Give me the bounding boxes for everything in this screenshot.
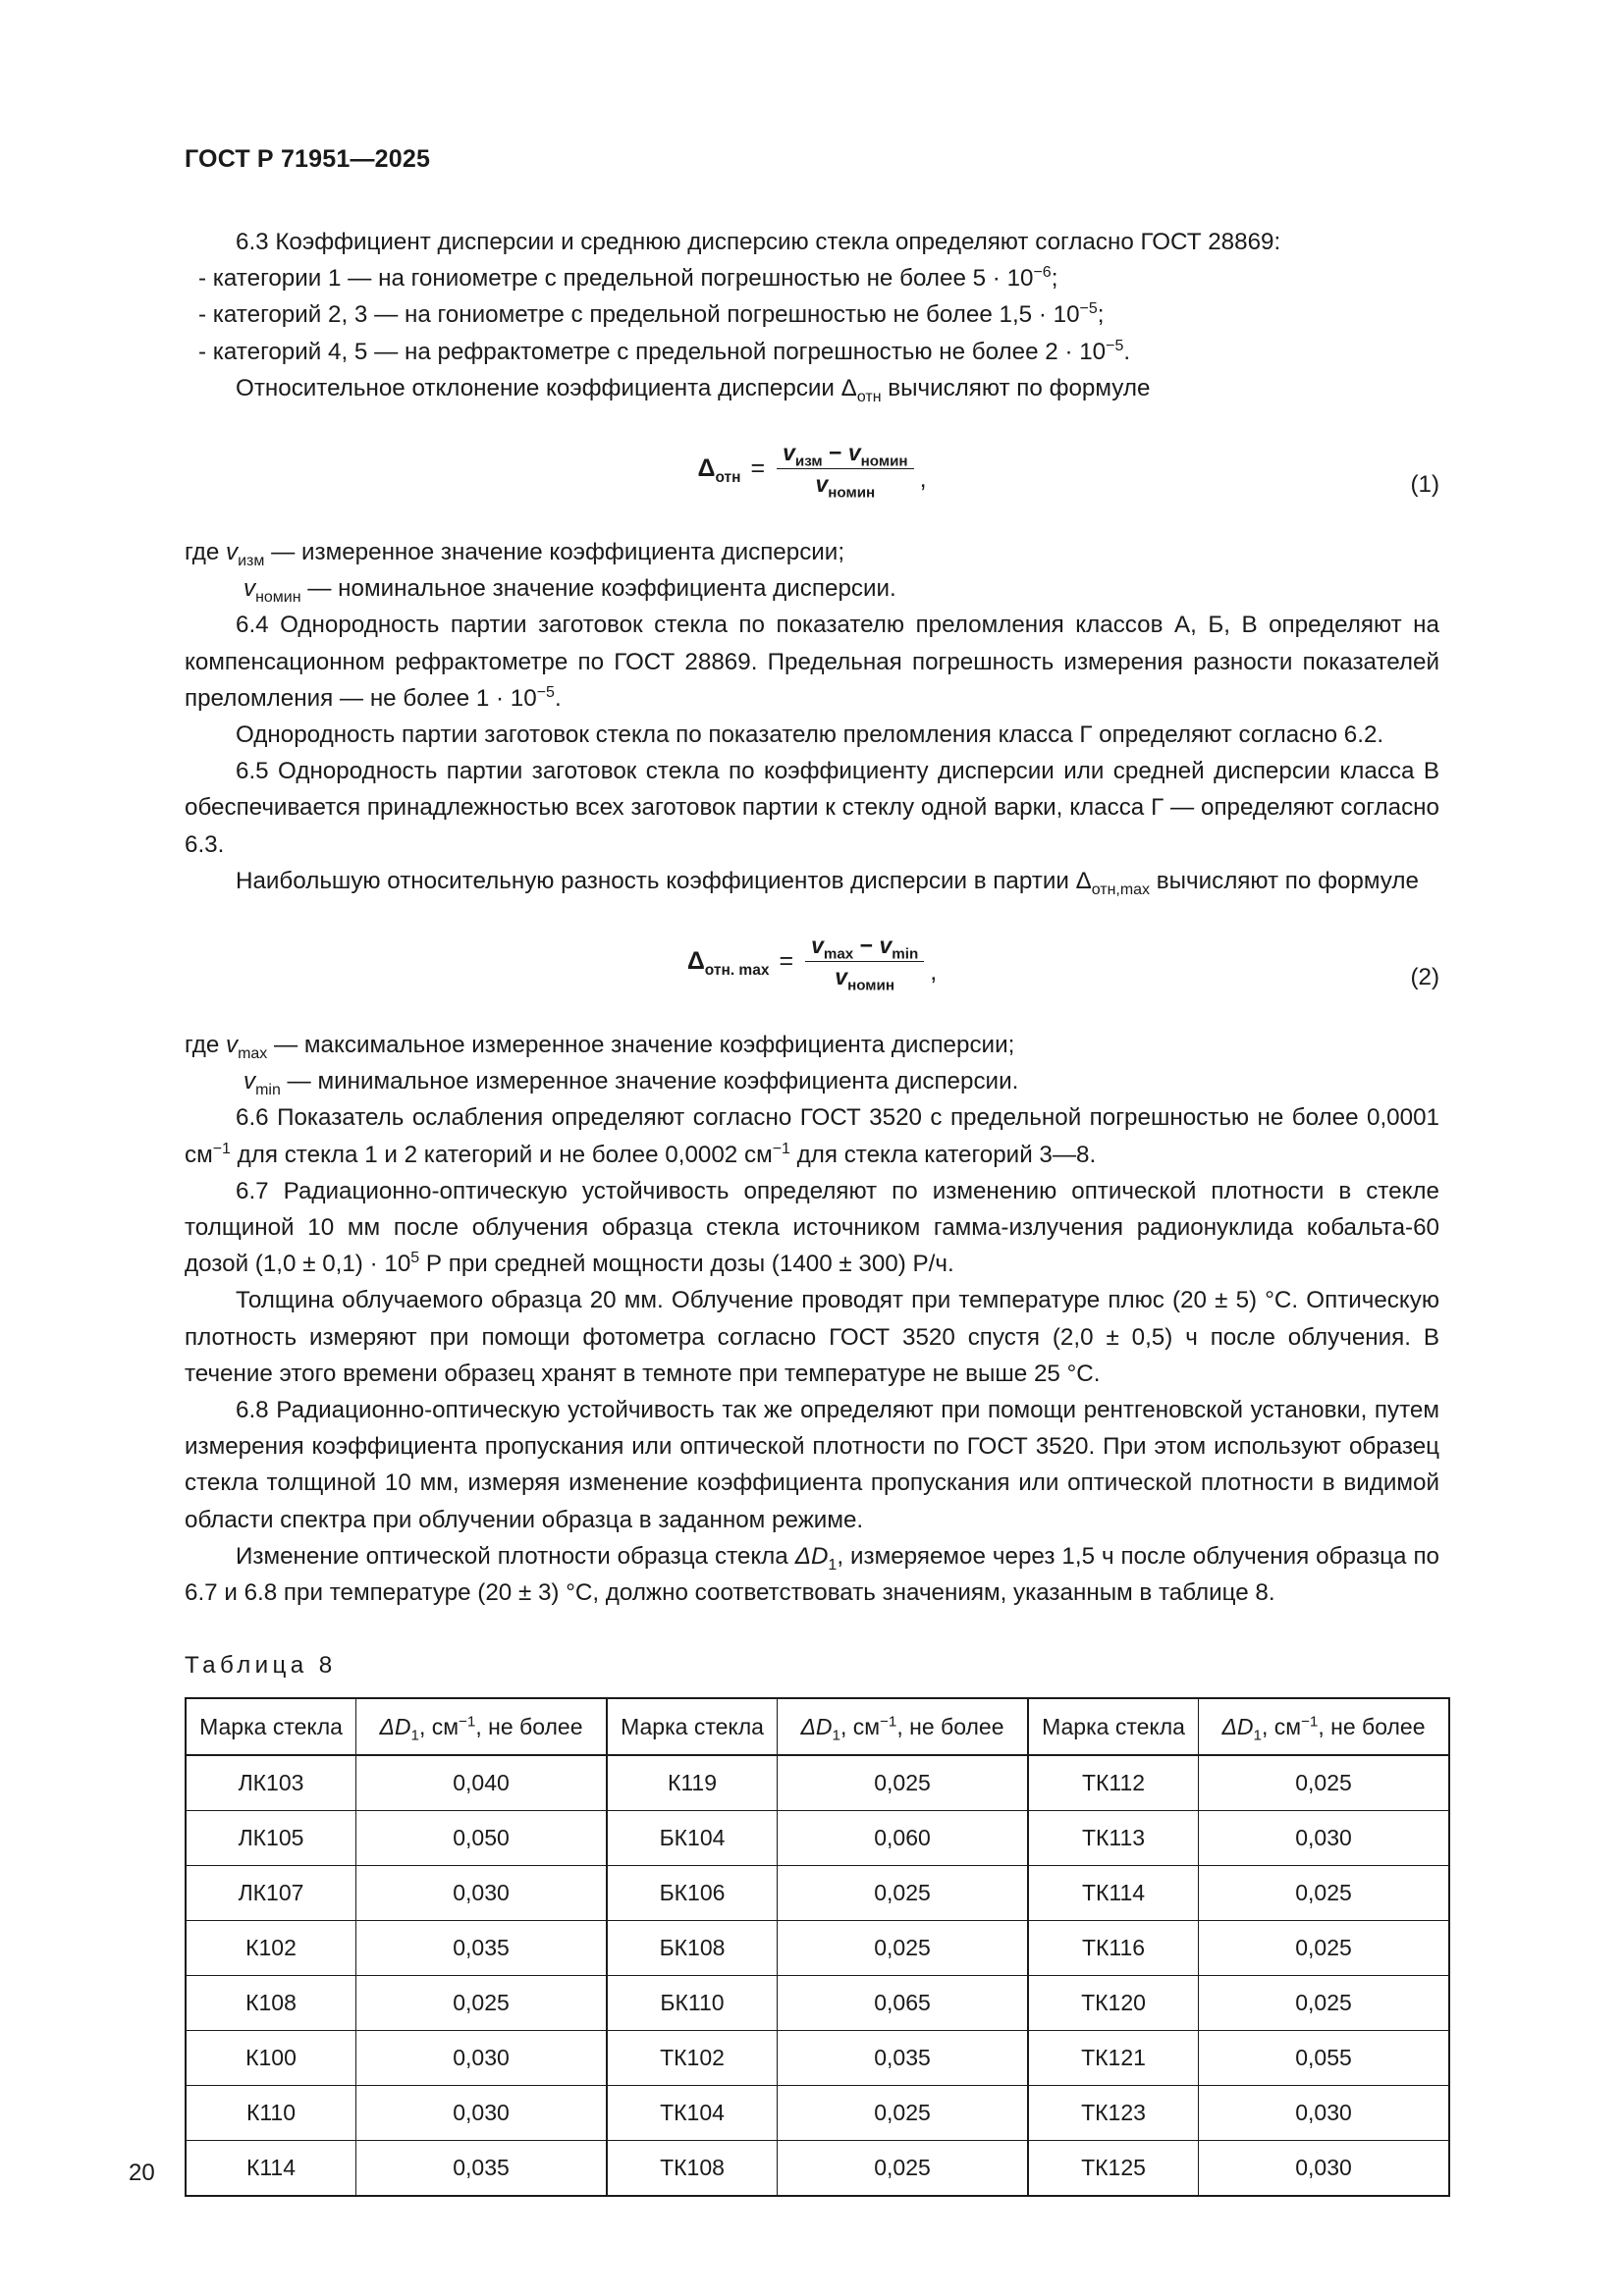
hdr3-dd: ΔD [1221, 1713, 1254, 1739]
cell-glass-mark: ТК102 [607, 2031, 778, 2086]
formula-1-denominator [809, 469, 881, 502]
bullet-3-text: - категорий 4, 5 — на рефрактометре с предельной погрешностью не более 2 · 10 [198, 338, 1107, 365]
bullet-1-exponent: −6 [1033, 264, 1052, 282]
f2-den-sub: номин [847, 977, 895, 994]
cell-delta-d-value: 0,025 [778, 1921, 1029, 1976]
formula-1-numerator [777, 440, 913, 469]
bullet-3-exponent: −5 [1106, 337, 1124, 354]
delta-max-symbol: Δ [1075, 867, 1092, 894]
hdr2-post: , не более [896, 1713, 1004, 1739]
bullet-2-text: - категорий 2, 3 — на гониометре с предельной погрешностью не более 1,5 · 10 [198, 301, 1080, 329]
formula-1-lhs-sub: отн [715, 468, 741, 486]
cell-glass-mark: ТК123 [1028, 2086, 1199, 2141]
f1-num-v1: v [783, 439, 795, 465]
cell-glass-mark: БК104 [607, 1811, 778, 1866]
delta-d-symbol: ΔD [794, 1542, 829, 1570]
cell-delta-d-value: 0,025 [1199, 1866, 1450, 1921]
table-row [186, 1976, 1449, 2031]
cell-glass-mark: К114 [186, 2141, 356, 2197]
hdr3-post: , не более [1318, 1713, 1426, 1739]
formula-1-lhs [697, 454, 741, 486]
hdr1-dd: ΔD [379, 1713, 411, 1739]
where-line-v-max [185, 1027, 1439, 1063]
pchange-text-pre: Изменение оптической плотности образца стекла [236, 1542, 795, 1570]
where-line-v-min [185, 1063, 1439, 1099]
hdr3-mid: , см [1261, 1713, 1302, 1739]
f1-den-v: v [815, 470, 829, 497]
hdr2-sub: 1 [832, 1727, 840, 1744]
where1-text: — измеренное значение коэффициента дисперсии; [264, 539, 845, 566]
where1-label: где [185, 539, 227, 566]
hdr1-post: , не более [475, 1713, 583, 1739]
cell-glass-mark: ТК121 [1028, 2031, 1199, 2086]
table-head [186, 1698, 1449, 1755]
cell-delta-d-value: 0,060 [778, 1811, 1029, 1866]
col-header-mark-1: Марка стекла [186, 1698, 356, 1755]
p67-exponent: 5 [410, 1250, 420, 1267]
delta-subscript: отн [856, 388, 882, 405]
cell-glass-mark: ЛК103 [186, 1755, 356, 1811]
page-number: 20 [129, 2160, 155, 2186]
cell-glass-mark: ЛК107 [186, 1866, 356, 1921]
col-header-value-3 [1199, 1698, 1450, 1755]
p67-text-b: Р при средней мощности дозы (1400 ± 300) Р/ч. [419, 1251, 954, 1278]
cell-delta-d-value: 0,025 [778, 1755, 1029, 1811]
cell-glass-mark: ТК112 [1028, 1755, 1199, 1811]
formula-2-lhs [686, 946, 770, 979]
hdr2-dd: ΔD [800, 1713, 833, 1739]
delta-d-subscript: 1 [828, 1556, 838, 1574]
col-header-mark-2: Марка стекла [607, 1698, 778, 1755]
cell-glass-mark: К108 [186, 1976, 356, 2031]
f2-num-sub1: max [823, 945, 854, 963]
col-header-mark-3: Марка стекла [1028, 1698, 1199, 1755]
cell-glass-mark: БК108 [607, 1921, 778, 1976]
f1-num-minus: − [829, 439, 842, 465]
where1b-text: — номинальное значение коэффициента дисперсии. [300, 575, 896, 603]
where-block-2 [185, 1027, 1439, 1099]
formula-2-lhs-sub: отн. max [704, 961, 770, 979]
p66-exponent-1: −1 [212, 1140, 231, 1157]
paragraph-6-7 [185, 1173, 1439, 1283]
hdr3-sup: −1 [1301, 1713, 1319, 1731]
bullet-1-tail: ; [1051, 265, 1058, 293]
where2-text: — максимальное измеренное значение коэффициента дисперсии; [267, 1032, 1015, 1059]
p64-text-pre: 6.4 Однородность партии заготовок стекла по показателю преломления классов А, Б, В определяют на компенсационном рефрактометре по ГОСТ 28869. Предельная погрешность измерения разности показателей преломления — не более 1 · 10 [185, 612, 1439, 712]
cell-delta-d-value: 0,065 [778, 1976, 1029, 2031]
where2b-var: v [244, 1068, 256, 1095]
cell-delta-d-value: 0,035 [778, 2031, 1029, 2086]
cell-delta-d-value: 0,035 [356, 2141, 608, 2197]
table-row [186, 1866, 1449, 1921]
cell-delta-d-value: 0,035 [356, 1921, 608, 1976]
f1-num-sub2: номин [860, 453, 908, 470]
table-row [186, 1755, 1449, 1811]
where1b-var: v [244, 575, 256, 603]
cell-delta-d-value: 0,050 [356, 1811, 608, 1866]
table-row [186, 2141, 1449, 2197]
where1b-sub: номин [255, 589, 301, 607]
delta-symbol: Δ [840, 374, 857, 401]
formula-2-numerator [805, 933, 924, 962]
bullet-3-tail: . [1123, 338, 1131, 365]
cell-glass-mark: К110 [186, 2086, 356, 2141]
hdr1-mid: , см [418, 1713, 460, 1739]
paragraph-6-8: 6.8 Радиационно-оптическую устойчивость так же определяют при помощи рентгеновской установки, путем измерения коэффициента пропускания или оптической плотности по ГОСТ 3520. При этом используют образец стекла толщиной 10 мм, измеряя изменение коэффициента пропускания или оптической плотности в видимой области спектра при облучении образца в заданном режиме. [185, 1397, 1439, 1533]
cell-glass-mark: К102 [186, 1921, 356, 1976]
list-item-category-1 [185, 260, 1439, 296]
f2-num-v2: v [879, 932, 893, 958]
pmax-text-post: вычисляют по формуле [1150, 867, 1419, 894]
f2-num-v1: v [811, 932, 824, 958]
f2-num-sub2: min [892, 945, 919, 963]
paragraph-6-3: 6.3 Коэффициент дисперсии и среднюю дисперсию стекла определяют согласно ГОСТ 28869: [236, 229, 1281, 255]
hdr1-sub: 1 [410, 1727, 419, 1744]
cell-glass-mark: К119 [607, 1755, 778, 1811]
formula-2-equals: = [779, 946, 794, 975]
cell-delta-d-value: 0,025 [778, 2086, 1029, 2141]
where-block-1 [185, 534, 1439, 607]
formula-1-lhs-delta: Δ [697, 454, 716, 482]
p66-text-a: 6.6 Показатель ослабления определяют согласно ГОСТ 3520 с предельной погрешностью не более 0,0001 см [185, 1104, 1439, 1168]
pmax-text-pre: Наибольшую относительную разность коэффициентов дисперсии в партии [236, 867, 1076, 894]
paragraph-sample-thickness: Толщина облучаемого образца 20 мм. Облучение проводят при температуре плюс (20 ± 5) °C. Оптическую плотность измеряют при помощи фотометра согласно ГОСТ 3520 спустя (2,0 ± 0,5) ч после облучения. В течение этого времени образец хранят в темноте при температуре не выше 25 °C. [185, 1287, 1439, 1387]
cell-glass-mark: К100 [186, 2031, 356, 2086]
hdr3-sub: 1 [1253, 1727, 1262, 1744]
where2b-text: — минимальное измеренное значение коэффициента дисперсии. [280, 1068, 1019, 1095]
col-header-value-1 [356, 1698, 608, 1755]
pchange-text-post: , измеряемое через 1,5 ч после облучения образца по 6.7 и 6.8 при температуре (20 ± 3) °C, должно соответствовать значениям, указанным в таблице 8. [185, 1542, 1440, 1607]
page-header: ГОСТ Р 71951—2025 [185, 145, 431, 173]
where2-var: v [226, 1032, 239, 1059]
cell-glass-mark: ТК125 [1028, 2141, 1199, 2197]
cell-glass-mark: ТК108 [607, 2141, 778, 2197]
table-body [186, 1755, 1449, 2196]
cell-delta-d-value: 0,025 [1199, 1755, 1450, 1811]
paragraph-homogeneity-class-g: Однородность партии заготовок стекла по показателю преломления класса Г определяют согласно 6.2. [236, 721, 1384, 749]
formula-2-comma: , [930, 957, 938, 986]
p66-exponent-2: −1 [772, 1140, 790, 1157]
cell-glass-mark: ТК120 [1028, 1976, 1199, 2031]
table-header-row [186, 1698, 1449, 1755]
formula-1 [185, 432, 1439, 505]
bullet-1-text: - категории 1 — на гониометре с предельной погрешностью не более 5 · 10 [198, 265, 1034, 293]
cell-delta-d-value: 0,040 [356, 1755, 608, 1811]
cell-glass-mark: ТК104 [607, 2086, 778, 2141]
list-item-category-2-3 [185, 296, 1439, 333]
formula-1-fraction [777, 439, 913, 502]
paragraph-6-6 [185, 1099, 1439, 1172]
where-line-v-nomin [185, 570, 1439, 607]
f2-num-minus: − [859, 932, 874, 958]
f1-num-sub1: изм [794, 453, 823, 470]
cell-glass-mark: БК106 [607, 1866, 778, 1921]
formula-2-expression [686, 932, 938, 994]
p67-text-a: 6.7 Радиационно-оптическую устойчивость определяют по изменению оптической плотности в стекле толщиной 10 мм после облучения образца стекла источником гамма-излучения радионуклида кобальта-60 дозой (1,0 ± 0,1) · 10 [185, 1177, 1439, 1278]
formula-2-number: (2) [1410, 964, 1439, 991]
p66-text-c: для стекла категорий 3—8. [789, 1141, 1097, 1168]
formula-1-number: (1) [1410, 471, 1439, 499]
formula-1-equals: = [750, 454, 766, 482]
where-line-v-izm [185, 534, 1439, 570]
paragraph-6-4 [185, 607, 1439, 717]
cell-delta-d-value: 0,025 [1199, 1921, 1450, 1976]
p64-text-post: . [554, 684, 562, 712]
p66-text-b: для стекла 1 и 2 категорий и не более 0,0002 см [230, 1141, 773, 1168]
where2b-sub: min [255, 1082, 281, 1099]
cell-delta-d-value: 0,025 [1199, 1976, 1450, 2031]
cell-delta-d-value: 0,030 [1199, 1811, 1450, 1866]
cell-delta-d-value: 0,030 [356, 2086, 608, 2141]
delta-max-subscript: отн,max [1091, 881, 1151, 898]
paragraph-optical-density-change [185, 1538, 1439, 1611]
cell-glass-mark: ТК116 [1028, 1921, 1199, 1976]
cell-glass-mark: БК110 [607, 1976, 778, 2031]
bullet-2-exponent: −5 [1079, 300, 1098, 318]
table-row [186, 1921, 1449, 1976]
rel-dev-text-post: вычисляют по формуле [881, 374, 1151, 401]
rel-dev-text-pre: Относительное отклонение коэффициента дисперсии [236, 374, 841, 401]
formula-2-fraction [805, 932, 924, 994]
cell-delta-d-value: 0,030 [356, 2031, 608, 2086]
where2-sub: max [238, 1044, 268, 1062]
cell-delta-d-value: 0,030 [356, 1866, 608, 1921]
where1-var: v [226, 539, 239, 566]
f2-den-v: v [835, 963, 848, 989]
f1-num-v2: v [847, 439, 861, 465]
paragraph-6-5: 6.5 Однородность партии заготовок стекла по коэффициенту дисперсии или средней дисперсии класса В обеспечивается принадлежностью всех заготовок партии к стеклу одной варки, класса Г — определяют согласно 6.3. [185, 758, 1439, 858]
hdr2-mid: , см [839, 1713, 881, 1739]
cell-glass-mark: ТК113 [1028, 1811, 1199, 1866]
formula-1-comma: , [919, 464, 927, 493]
table-row [186, 2031, 1449, 2086]
table-8 [185, 1697, 1450, 2197]
hdr1-sup: −1 [459, 1713, 476, 1731]
paragraph-max-relative-difference [185, 863, 1439, 899]
list-item-category-4-5 [185, 334, 1439, 370]
cell-glass-mark: ТК114 [1028, 1866, 1199, 1921]
cell-glass-mark: ЛК105 [186, 1811, 356, 1866]
f1-den-sub: номин [828, 484, 876, 502]
cell-delta-d-value: 0,030 [1199, 2086, 1450, 2141]
formula-1-expression [697, 439, 927, 502]
cell-delta-d-value: 0,055 [1199, 2031, 1450, 2086]
formula-2-denominator [829, 962, 900, 994]
paragraph-relative-deviation [185, 370, 1439, 406]
page-content [185, 224, 1439, 2197]
where2-label: где [185, 1032, 227, 1059]
col-header-value-2 [778, 1698, 1029, 1755]
cell-delta-d-value: 0,025 [778, 1866, 1029, 1921]
formula-2 [185, 925, 1439, 997]
cell-delta-d-value: 0,025 [778, 2141, 1029, 2197]
hdr2-sup: −1 [880, 1713, 897, 1731]
table-caption: Таблица 8 [185, 1652, 337, 1680]
bullet-2-tail: ; [1097, 301, 1105, 329]
table-row [186, 1811, 1449, 1866]
formula-2-lhs-delta: Δ [686, 946, 705, 975]
p64-exponent: −5 [536, 683, 555, 701]
cell-delta-d-value: 0,025 [356, 1976, 608, 2031]
table-row [186, 2086, 1449, 2141]
cell-delta-d-value: 0,030 [1199, 2141, 1450, 2197]
where1-sub: изм [238, 552, 265, 569]
